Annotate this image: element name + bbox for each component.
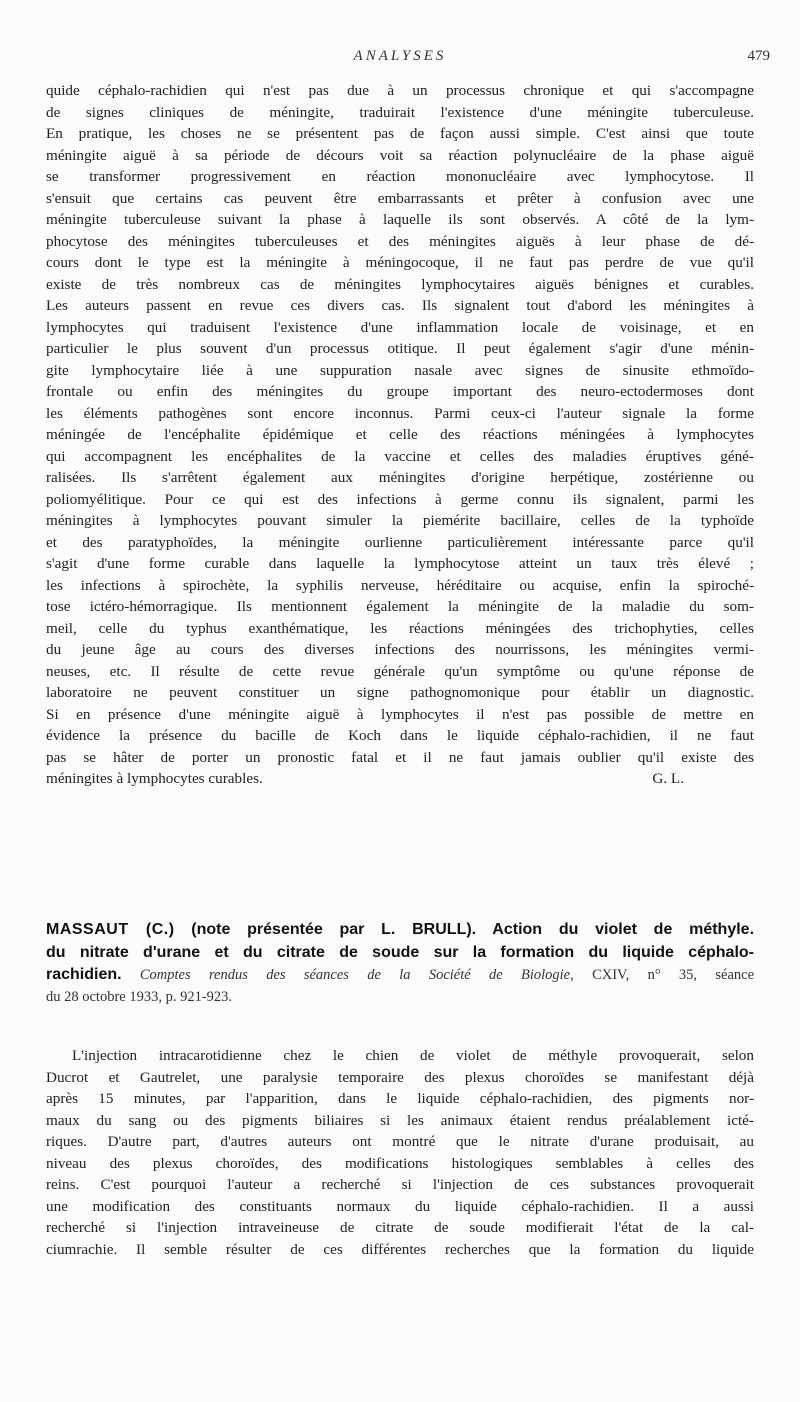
- text-line: après 15 minutes, par l'apparition, dans le liquide céphalo-rachidien, des pigments nor-: [46, 1090, 754, 1107]
- running-head: [0, 48, 800, 70]
- text-line: En pratique, les choses ne se présentent pas de façon aussi simple. C'est ainsi que toute: [46, 125, 754, 142]
- journal-volume: CXIV, n° 35, séance: [592, 967, 754, 983]
- citation-line-2: du 28 octobre 1933, p. 921-923.: [46, 989, 233, 1005]
- text-line: particulier le plus souvent d'un processus otitique. Il peut également s'agir d'une ménin-: [46, 340, 754, 357]
- text-line: du jeune âge au cours des diverses infections des nourrissons, les méningites vermi-: [46, 641, 754, 658]
- text-line: lymphocytes qui traduisent l'existence d'une inflammation locale de voisinage, et en: [46, 318, 754, 336]
- text-line: poliomyélitique. Pour ce qui est des infections à germe connu ils signalent, parmi les: [46, 490, 754, 508]
- text-line: qui accompagnent les encéphalites de la vaccine et celles des maladies éruptives géné-: [46, 447, 754, 465]
- text-line: ralisées. Ils s'arrêtent également aux méningites d'origine herpétique, zostérienne ou: [46, 469, 754, 486]
- text-line: méningée de l'encéphalite épidémique et celle des réactions méningées à lymphocytes: [46, 426, 754, 443]
- text-line: neuses, etc. Il résulte de cette revue générale qu'un symptôme ou qu'une réponse de: [46, 662, 754, 680]
- text-line: recherché si l'injection intraveineuse de citrate de soude modifierait l'état de la cal-: [46, 1219, 754, 1236]
- text-line: pas se hâter de porter un pronostic fatal et il ne faut jamais oublier qu'il existe des: [46, 748, 754, 766]
- text-line: Les auteurs passent en revue ces divers cas. Ils signalent tout d'abord les méningites à: [46, 297, 754, 314]
- page-number: 479: [747, 48, 770, 64]
- text-line-last: [46, 768, 754, 790]
- reviewer-initials: G. L.: [652, 770, 684, 787]
- text-line: maux du sang ou des pigments biliaires si les animaux étaient rendus préalablement icté-: [46, 1111, 754, 1129]
- text-line: méningite aiguë à sa période de décours voit sa réaction polynucléaire de la phase aiguë: [46, 146, 754, 164]
- text-line: Ducrot et Gautrelet, une paralysie temporaire des plexus choroïdes se manifestant déjà: [46, 1068, 754, 1086]
- text-line: quide céphalo-rachidien qui n'est pas due à un processus chronique et qui s'accompagne: [46, 82, 754, 99]
- text-line: meil, celle du typhus exanthématique, les réactions méningées des trichophyties, celles: [46, 619, 754, 637]
- text-line-content: méningites à lymphocytes curables.: [46, 770, 263, 787]
- running-title: ANALYSES: [353, 48, 447, 64]
- text-line: les infections à spirochète, la syphilis nerveuse, héréditaire ou acquise, enfin la spiroché-: [46, 576, 754, 594]
- text-line: méningites à lymphocytes pouvant simuler la piemérite bacillaire, celles de la typhoïde: [46, 512, 754, 529]
- text-line: et des paratyphoïdes, la méningite ourlienne particulièrement intéressante parce qu'il: [46, 533, 754, 551]
- text-line: de signes cliniques de méningite, traduirait l'existence d'une méningite tuberculeuse.: [46, 103, 754, 121]
- text-line: laboratoire ne peuvent constituer un signe pathognomonique pour établir un diagnostic.: [46, 684, 754, 701]
- text-line: Si en présence d'une méningite aiguë à lymphocytes il n'est pas possible de mettre en: [46, 705, 754, 723]
- text-line: riques. D'autre part, d'autres auteurs ont montré que le nitrate d'urane produisait, au: [46, 1133, 754, 1150]
- text-line: cours dont le type est la méningite à méningocoque, il ne faut pas perdre de vue qu'il: [46, 254, 754, 271]
- text-line: une modification des constituants normaux du liquide céphalo-rachidien. Il a aussi: [46, 1197, 754, 1215]
- text-line: frontale ou enfin des méningites du groupe important des neuro-ectodermoses dont: [46, 383, 754, 400]
- text-line: s'agit d'une forme curable dans laquelle la lymphocytose atteint un taux très élevé ;: [46, 555, 754, 572]
- abstract-2-body: [46, 1045, 754, 1260]
- text-line: niveau des plexus choroïdes, des modifications histologiques semblables à celles des: [46, 1154, 754, 1172]
- heading-line-2: du nitrate d'urane et du citrate de soude sur la formation du liquide céphalo-: [46, 944, 754, 961]
- text-line: évidence la présence du bacille de Koch dans le liquide céphalo-rachidien, il ne faut: [46, 727, 754, 744]
- text-line: les éléments pathogènes sont encore inconnus. Parmi ceux-ci l'auteur signale la forme: [46, 404, 754, 422]
- text-line: phocytose des méningites tuberculeuses et des méningites aiguës à leur phase de dé-: [46, 232, 754, 250]
- title-part-3: rachidien.: [46, 966, 122, 983]
- text-line: se transformer progressivement en réaction mononucléaire avec lymphocytose. Il: [46, 168, 754, 185]
- abstract-1-body: [46, 80, 754, 790]
- presenter-note: (note présentée par L. BRULL).: [191, 921, 477, 938]
- author-name: MASSAUT (C.): [46, 921, 175, 938]
- heading-line-1: [46, 918, 754, 941]
- text-line: gite lymphocytaire liée à une suppuration nasale avec signes de sinusite ethmoïdo-: [46, 361, 754, 379]
- journal-name: Comptes rendus des séances de la Société de Biologie,: [139, 967, 574, 983]
- title-part-1: Action du violet de méthyle.: [492, 921, 754, 938]
- text-line: ciumrachie. Il semble résulter de ces différentes recherches que la formation du liquide: [46, 1240, 754, 1258]
- text-line: tose ictéro-hémorragique. Ils mentionnent également la méningite de la maladie du som-: [46, 598, 754, 615]
- citation-line-1: [46, 964, 754, 986]
- text-line: méningite tuberculeuse suivant la phase à laquelle ils sont observés. A côté de la lym-: [46, 211, 754, 228]
- text-line: s'ensuit que certains cas peuvent être embarrassants et prêter à confusion avec une: [46, 189, 754, 207]
- text-line: reins. C'est pourquoi l'auteur a recherché si l'injection de ces substances provoquerait: [46, 1176, 754, 1193]
- abstract-2-heading: [46, 918, 754, 1008]
- text-line: existe de très nombreux cas de méningites lymphocytaires aiguës bénignes et curables.: [46, 275, 754, 293]
- text-line: L'injection intracarotidienne chez le chien de violet de méthyle provoquerait, selon: [72, 1047, 754, 1064]
